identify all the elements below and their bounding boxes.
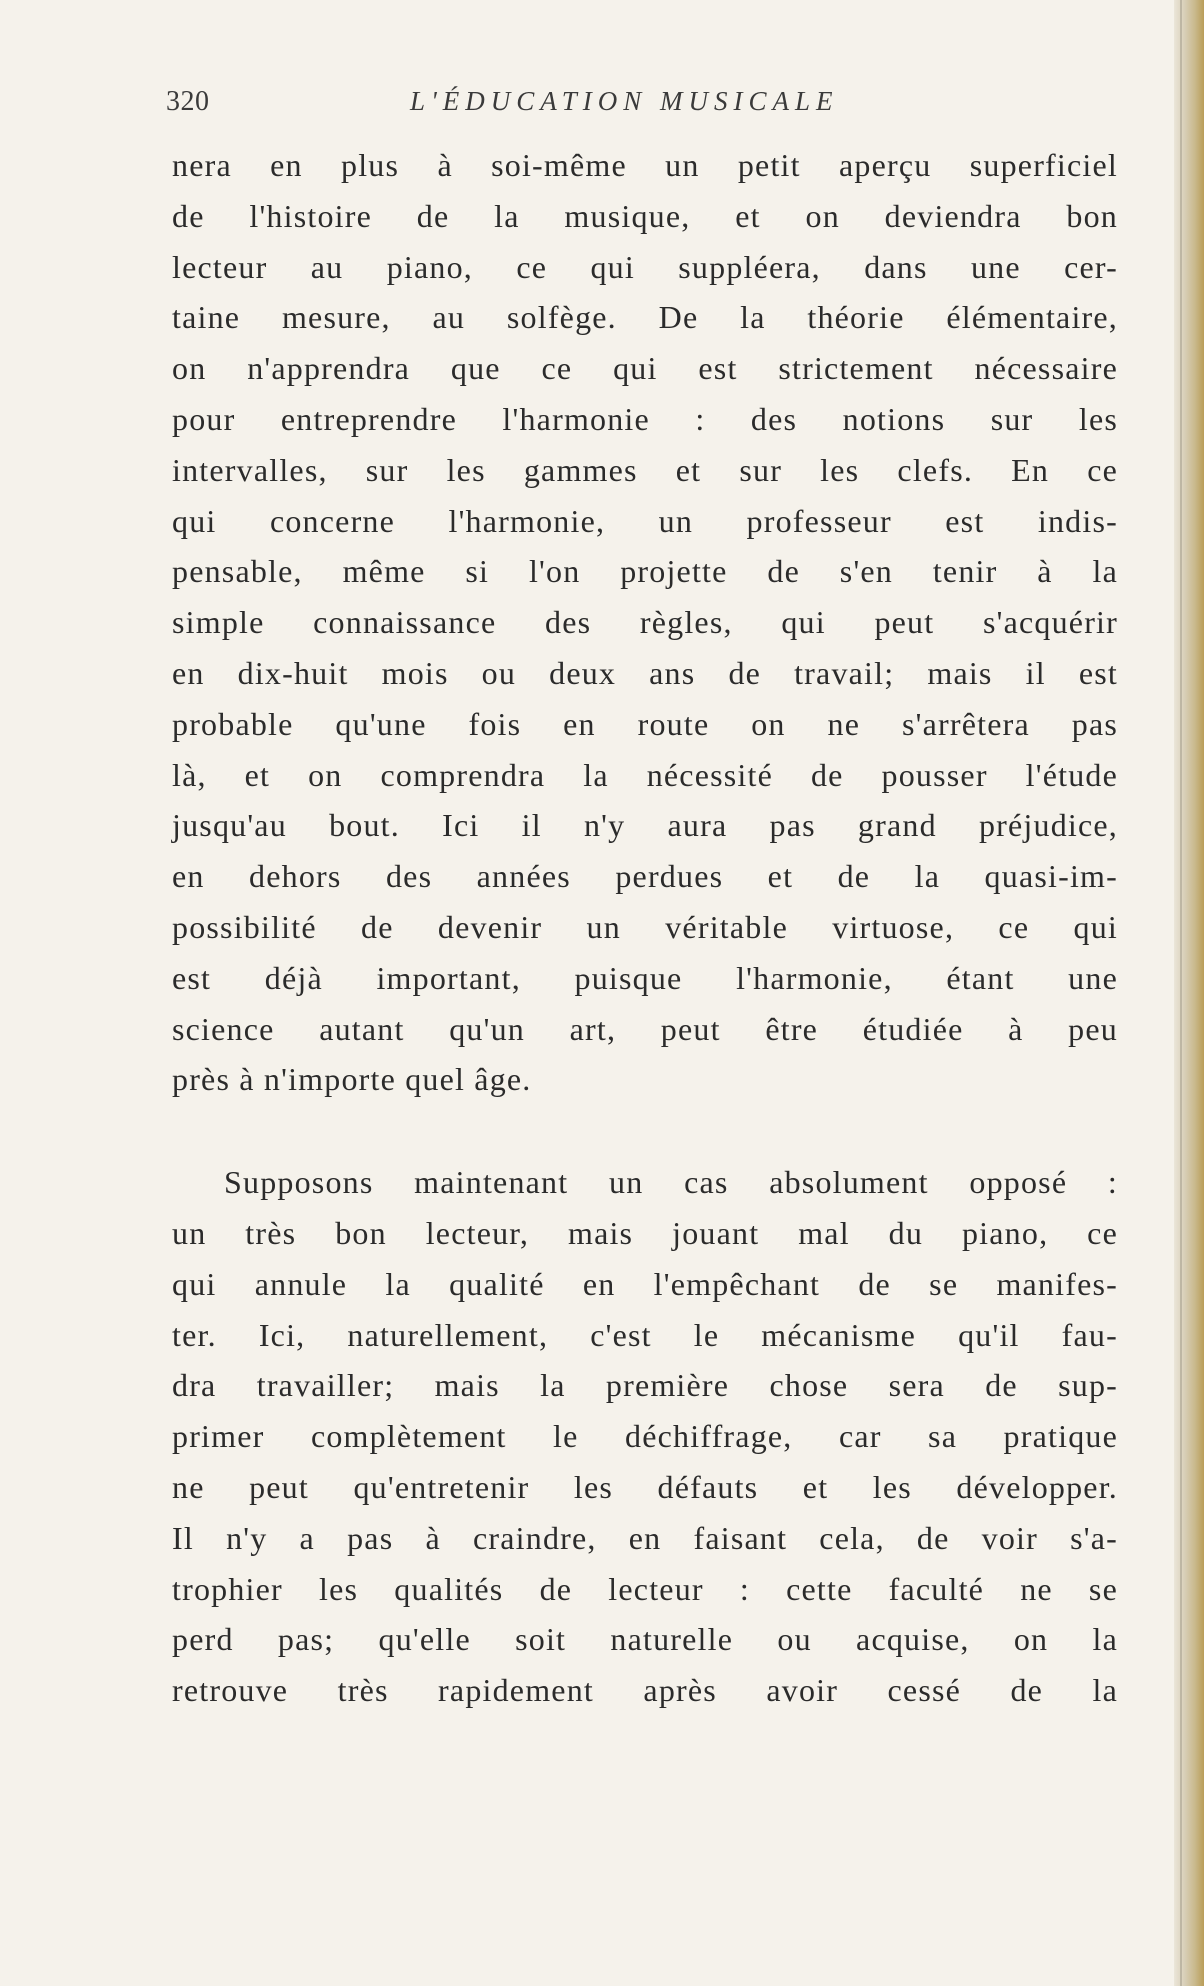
text-line: on n'apprendra que ce qui est strictement nécessaire xyxy=(172,350,1118,387)
text-line: nera en plus à soi-même un petit aperçu superficiel xyxy=(172,147,1118,183)
paragraph-2 xyxy=(172,1157,1118,1716)
text-line: Il n'y a pas à craindre, en faisant cela, de voir s'a- xyxy=(172,1519,1118,1556)
text-line: ne peut qu'entretenir les défauts et les développer. xyxy=(172,1468,1118,1505)
text-line: jusqu'au bout. Ici il n'y aura pas grand préjudice, xyxy=(172,807,1118,844)
text-line: est déjà important, puisque l'harmonie, étant une xyxy=(172,959,1118,996)
text-line: qui concerne l'harmonie, un professeur est indis- xyxy=(172,502,1118,539)
text-line: trophier les qualités de lecteur : cette faculté ne se xyxy=(172,1570,1118,1607)
paragraph-1 xyxy=(172,140,1118,1105)
text-line: simple connaissance des règles, qui peut s'acquérir xyxy=(172,604,1118,641)
text-line: qui annule la qualité en l'empêchant de se manifes- xyxy=(172,1265,1118,1302)
running-title: L'ÉDUCATION MUSICALE xyxy=(410,86,839,116)
text-line: en dehors des années perdues et de la quasi-im- xyxy=(172,858,1118,895)
text-line: un très bon lecteur, mais jouant mal du piano, ce xyxy=(172,1214,1118,1251)
text-line: en dix-huit mois ou deux ans de travail; mais il est xyxy=(172,654,1118,691)
running-head xyxy=(0,86,1204,126)
text-line: possibilité de devenir un véritable virtuose, ce qui xyxy=(172,908,1118,945)
page-edge-shading xyxy=(1174,0,1204,1986)
text-line: taine mesure, au solfège. De la théorie élémentaire, xyxy=(172,299,1118,336)
text-line: retrouve très rapidement après avoir cessé de la xyxy=(172,1672,1118,1709)
page-number: 320 xyxy=(166,86,210,117)
text-line: primer complètement le déchiffrage, car sa pratique xyxy=(172,1418,1118,1455)
text-line: dra travailler; mais la première chose sera de sup- xyxy=(172,1367,1118,1404)
text-line: pour entreprendre l'harmonie : des notions sur les xyxy=(172,400,1118,437)
text-line: de l'histoire de la musique, et on deviendra bon xyxy=(172,197,1118,234)
text-line: ter. Ici, naturellement, c'est le mécanisme qu'il fau- xyxy=(172,1316,1118,1353)
page-edge-line xyxy=(1180,0,1182,1986)
text-line: pensable, même si l'on projette de s'en tenir à la xyxy=(172,553,1118,590)
paragraph-gap xyxy=(172,1105,1118,1157)
text-line: probable qu'une fois en route on ne s'arrêtera pas xyxy=(172,705,1118,742)
text-line: perd pas; qu'elle soit naturelle ou acquise, on la xyxy=(172,1621,1118,1658)
text-line: intervalles, sur les gammes et sur les clefs. En ce xyxy=(172,451,1118,488)
text-line: près à n'importe quel âge. xyxy=(172,1061,532,1098)
text-line: science autant qu'un art, peut être étudiée à peu xyxy=(172,1010,1118,1047)
body-text xyxy=(172,140,1118,1716)
text-line: là, et on comprendra la nécessité de pousser l'étude xyxy=(172,756,1118,793)
text-line: Supposons maintenant un cas absolument opposé : xyxy=(224,1164,1118,1201)
text-line: lecteur au piano, ce qui suppléera, dans une cer- xyxy=(172,248,1118,285)
